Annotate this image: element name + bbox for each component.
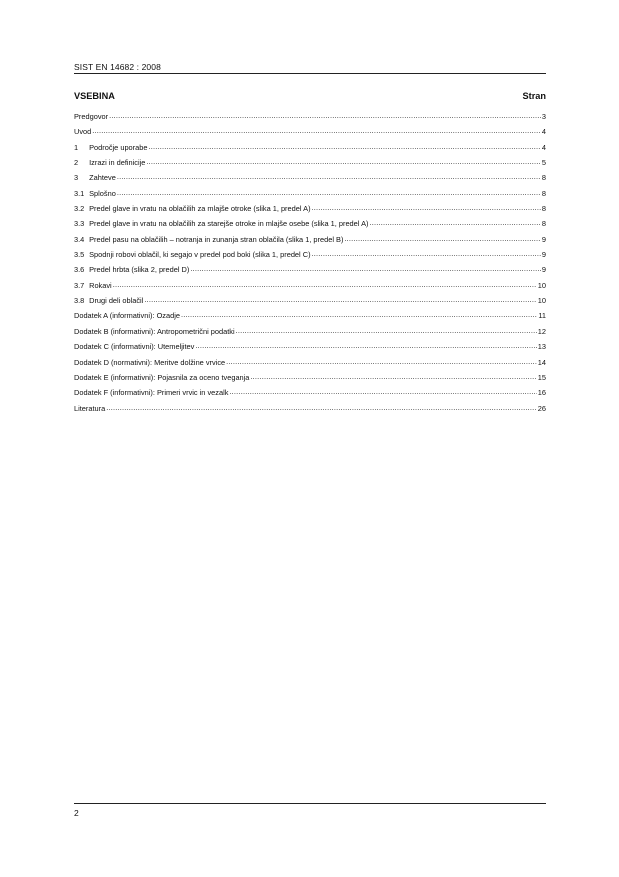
toc-entry[interactable] (74, 265, 546, 280)
toc-dot-leader (226, 358, 537, 366)
toc-entry-text: Uvod (74, 127, 92, 137)
toc-entry-text: Drugi deli oblačil (89, 296, 144, 306)
toc-entry[interactable] (74, 373, 546, 388)
toc-entry-number: 3.1 (74, 188, 85, 198)
toc-entry-page: 9 (541, 250, 546, 260)
document-id-header: SIST EN 14682 : 2008 (74, 62, 161, 72)
toc-entry-title (74, 265, 189, 274)
toc-entry-text: Dodatek A (informativni): Ozadje (74, 311, 180, 321)
toc-entry[interactable] (74, 173, 546, 188)
toc-entry-page: 9 (541, 265, 546, 275)
toc-entry[interactable] (74, 219, 546, 234)
toc-dot-leader (190, 265, 541, 273)
toc-entry-page: 16 (537, 388, 546, 398)
toc-entry-text: Zahteve (89, 173, 116, 183)
footer-divider (74, 803, 546, 804)
toc-dot-leader (236, 327, 537, 335)
toc-entry-title (74, 358, 225, 367)
toc-entry[interactable] (74, 327, 546, 342)
toc-entry-page: 15 (537, 372, 546, 382)
toc-entry-page: 26 (537, 403, 546, 413)
toc-entry-page: 12 (537, 326, 546, 336)
toc-entry[interactable] (74, 311, 546, 326)
toc-entry[interactable] (74, 404, 546, 419)
toc-entry[interactable] (74, 281, 546, 296)
toc-entry[interactable] (74, 358, 546, 373)
toc-dot-leader (106, 404, 537, 412)
toc-entry-title (74, 204, 311, 213)
toc-dot-leader (113, 281, 537, 289)
toc-dot-leader (229, 388, 536, 396)
toc-entry-number: 3.2 (74, 204, 85, 214)
toc-entry[interactable] (74, 296, 546, 311)
toc-dot-leader (312, 204, 541, 212)
toc-entry-number: 1 (74, 142, 79, 152)
toc-entry-text: Predel glave in vratu na oblačilih za mlajše otroke (slika 1, predel A) (89, 204, 311, 214)
toc-page-column-label: Stran (522, 91, 546, 101)
table-of-contents (74, 112, 546, 419)
toc-entry-page: 4 (541, 142, 546, 152)
toc-entry-title (74, 127, 91, 136)
toc-entry-text: Rokavi (89, 280, 112, 290)
toc-entry-title (74, 143, 147, 152)
toc-dot-leader (146, 158, 540, 166)
toc-entry-title (74, 281, 112, 290)
toc-entry-title (74, 388, 228, 397)
toc-dot-leader (250, 373, 536, 381)
toc-entry-number: 3 (74, 173, 79, 183)
toc-entry-title (74, 311, 180, 320)
toc-entry[interactable] (74, 388, 546, 403)
toc-entry-number: 3.4 (74, 234, 85, 244)
toc-dot-leader (92, 127, 541, 135)
toc-entry-page: 9 (541, 234, 546, 244)
toc-entry-title (74, 189, 116, 198)
toc-entry-page: 10 (537, 280, 546, 290)
toc-entry-text: Področje uporabe (89, 142, 148, 152)
toc-entry-page: 10 (537, 296, 546, 306)
toc-entry[interactable] (74, 127, 546, 142)
toc-entry-title (74, 219, 368, 228)
toc-entry-text: Izrazi in definicije (89, 158, 146, 168)
toc-dot-leader (148, 143, 540, 151)
toc-dot-leader (109, 112, 541, 120)
toc-dot-leader (195, 342, 536, 350)
toc-entry[interactable] (74, 143, 546, 158)
toc-entry-text: Spodnji robovi oblačil, ki segajo v predel pod boki (slika 1, predel C) (89, 250, 311, 260)
toc-entry[interactable] (74, 250, 546, 265)
toc-entry-text: Predel hrbta (slika 2, predel D) (89, 265, 190, 275)
toc-entry-text: Literatura (74, 403, 106, 413)
toc-entry-page: 8 (541, 204, 546, 214)
toc-entry[interactable] (74, 158, 546, 173)
toc-title: VSEBINA (74, 91, 115, 101)
toc-entry-page: 11 (538, 311, 546, 321)
toc-entry[interactable] (74, 235, 546, 250)
toc-entry-title (74, 327, 235, 336)
toc-entry[interactable] (74, 342, 546, 357)
toc-entry-number: 2 (74, 158, 79, 168)
toc-entry-page: 8 (541, 173, 546, 183)
page-number: 2 (74, 808, 79, 818)
toc-entry[interactable] (74, 189, 546, 204)
toc-entry-number: 3.8 (74, 296, 85, 306)
toc-entry-text: Predel glave in vratu na oblačilih za starejše otroke in mlajše osebe (slika 1, predel A) (89, 219, 369, 229)
toc-entry[interactable] (74, 112, 546, 127)
toc-entry-text: Splošno (89, 188, 116, 198)
toc-dot-leader (117, 189, 541, 197)
toc-entry-title (74, 373, 249, 382)
toc-entry-title (74, 112, 108, 121)
toc-dot-leader (144, 296, 536, 304)
toc-entry-page: 13 (537, 342, 546, 352)
toc-entry-text: Dodatek C (informativni): Utemeljitev (74, 342, 195, 352)
toc-dot-leader (312, 250, 541, 258)
toc-entry-title (74, 173, 116, 182)
toc-entry-title (74, 235, 343, 244)
toc-dot-leader (117, 173, 541, 181)
toc-entry-title (74, 296, 143, 305)
header-divider (74, 73, 546, 74)
toc-entry-page: 3 (541, 112, 546, 121)
toc-heading-row (74, 91, 546, 101)
toc-entry-number: 3.5 (74, 250, 85, 260)
toc-entry-page: 14 (537, 357, 546, 367)
toc-entry-page: 4 (541, 127, 546, 137)
toc-entry-text: Dodatek D (normativni): Meritve dolžine vrvice (74, 357, 226, 367)
toc-entry-text: Dodatek F (informativni): Primeri vrvic in vezalk (74, 388, 229, 398)
toc-entry-title (74, 342, 194, 351)
toc-dot-leader (344, 235, 540, 243)
toc-entry-page: 8 (541, 188, 546, 198)
toc-entry-number: 3.6 (74, 265, 85, 275)
toc-entry-title (74, 404, 105, 413)
toc-entry-text: Predel pasu na oblačilih – notranja in zunanja stran oblačila (slika 1, predel B) (89, 234, 344, 244)
toc-entry-title (74, 158, 145, 167)
toc-entry-page: 8 (541, 219, 546, 229)
toc-entry-number: 3.3 (74, 219, 85, 229)
toc-entry-number: 3.7 (74, 280, 85, 290)
toc-entry-text: Dodatek B (informativni): Antropometrični podatki (74, 326, 235, 336)
toc-entry[interactable] (74, 204, 546, 219)
toc-dot-leader (181, 311, 537, 319)
toc-dot-leader (369, 219, 540, 227)
toc-entry-page: 5 (541, 158, 546, 168)
toc-entry-text: Dodatek E (informativni): Pojasnila za oceno tveganja (74, 372, 250, 382)
toc-entry-text: Predgovor (74, 112, 109, 121)
toc-entry-title (74, 250, 311, 259)
